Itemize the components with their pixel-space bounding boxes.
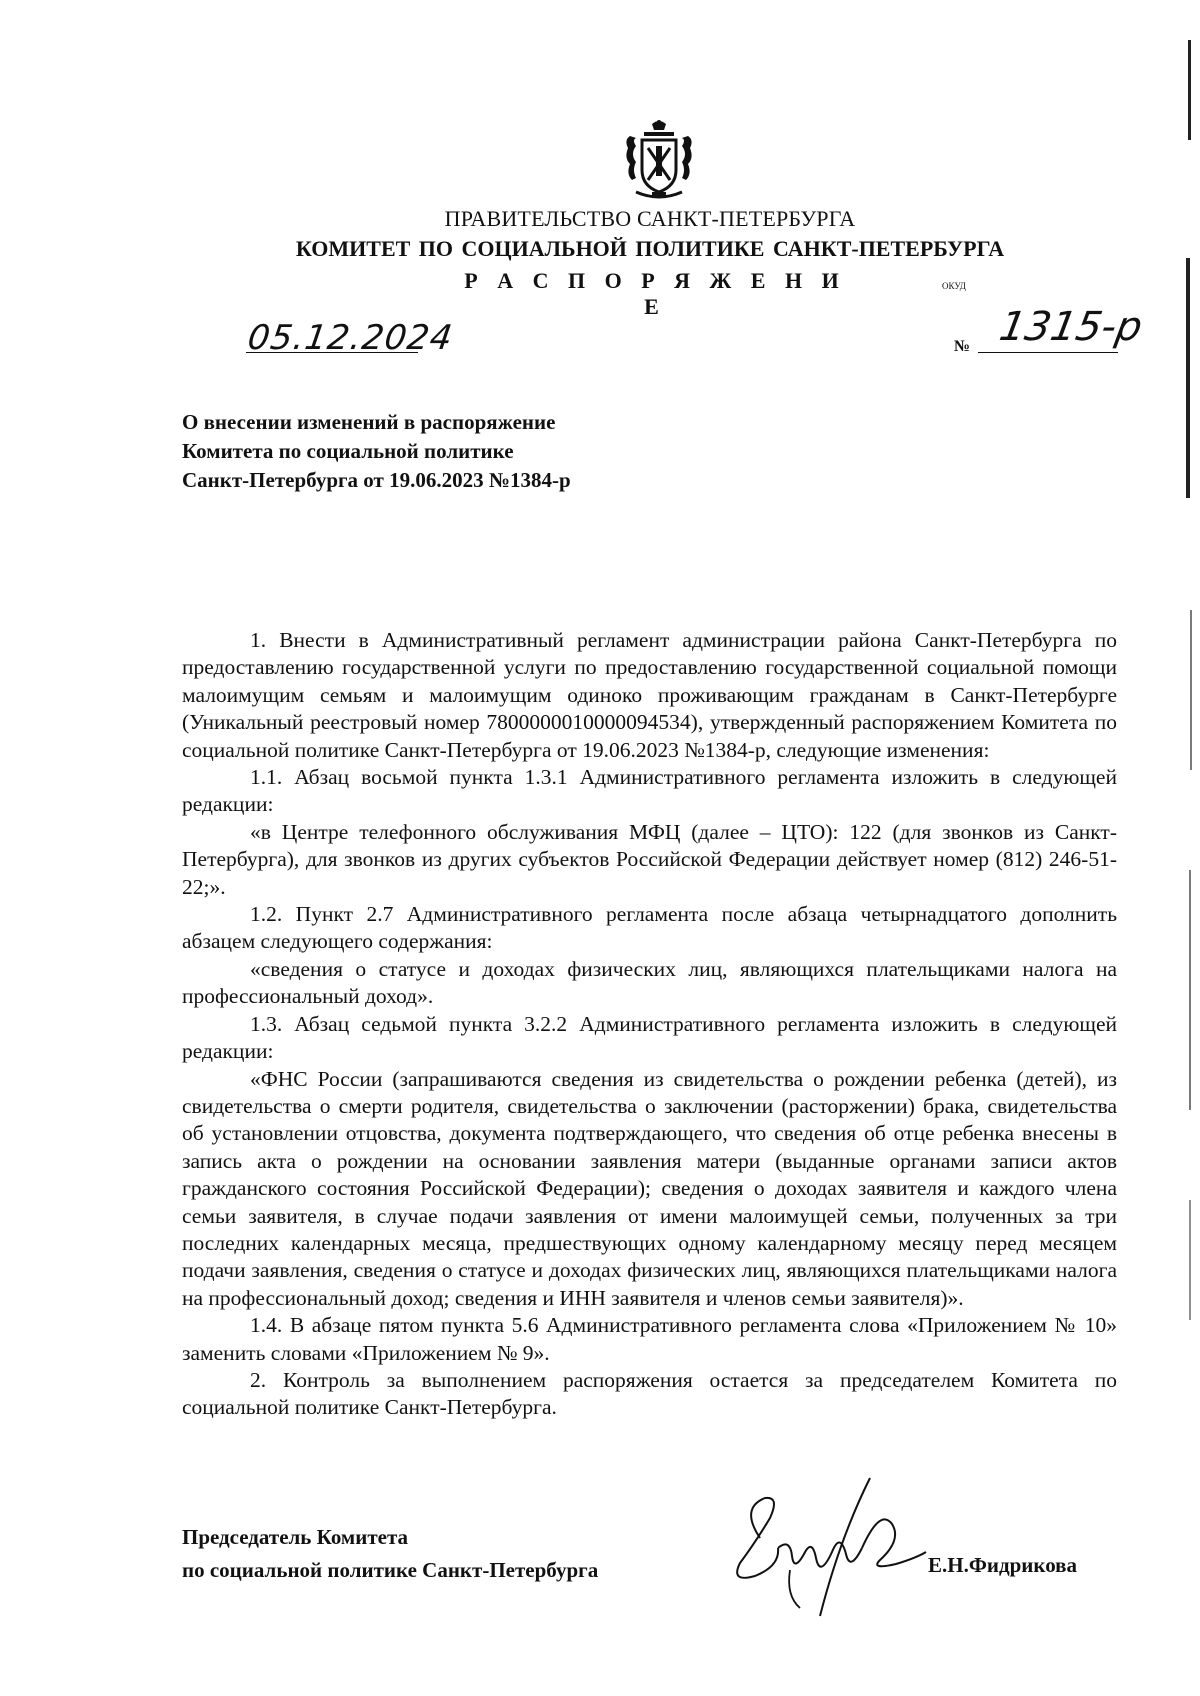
paragraph: 1.2. Пункт 2.7 Административного регламента после абзаца четырнадцатого дополнить абзацем следующего содержания: bbox=[182, 902, 1117, 954]
handwritten-signature bbox=[720, 1468, 950, 1618]
okud-label: ОКУД bbox=[942, 281, 966, 291]
paragraph: 1.1. Абзац восьмой пункта 1.3.1 Административного регламента изложить в следующей редакции: bbox=[182, 765, 1117, 817]
scan-edge-mark bbox=[1190, 610, 1192, 770]
scan-edge-mark bbox=[1189, 1200, 1191, 1320]
paragraph: 1.4. В абзаце пятом пункта 5.6 Административного регламента слова «Приложением № 10» заменить словами «Приложением № 9». bbox=[182, 1313, 1117, 1365]
government-name: ПРАВИТЕЛЬСТВО САНКТ-ПЕТЕРБУРГА bbox=[444, 206, 856, 231]
signer-title bbox=[182, 1521, 598, 1587]
document-body bbox=[182, 627, 1117, 1422]
paragraph: «ФНС России (запрашиваются сведения из свидетельства о рождении ребенка (детей), из свидетельства о смерти родителя, свидетельства о заключении (расторжении) брака, свидетельства об установлении отцовства, документа подтверждающего, что сведения об отце ребенка внесены в запись акта о рождении на основании заявления матери (выданные органами записи актов гражданского состояния Российской Федерации); сведения о доходах заявителя и каждого члена семьи заявителя, в случае подачи заявления от имени малоимущей семьи, полученных за три последних календарных месяца, предшествующих одному календарному месяцу перед месяцем подачи заявления, сведения о статусе и доходах физических лиц, являющихся плательщиками налога на профессиональный доход; сведения и ИНН заявителя и членов семьи заявителя)». bbox=[182, 1066, 1117, 1310]
document-type: Р А С П О Р Я Ж Е Н И Е bbox=[464, 268, 846, 319]
paragraph: 1. Внести в Административный регламент администрации района Санкт-Петербурга по предоставлению государственной услуги по предоставлению государственной социальной помощи малоимущим семьям и малоимущим одиноко проживающим гражданам в Санкт-Петербурге (Уникальный реестровый номер 7800000010000094534), утвержденный распоряжением Комитета по социальной политике Санкт-Петербурга от 19.06.2023 №1384-р, следующие изменения: bbox=[182, 628, 1117, 762]
signer-name: Е.Н.Фидрикова bbox=[928, 1553, 1078, 1577]
document-subject bbox=[182, 408, 742, 495]
signer-title-line: по социальной политике Санкт-Петербурга bbox=[182, 1558, 599, 1582]
paragraph: 2. Контроль за выполнением распоряжения остается за председателем Комитета по социальной политике Санкт-Петербурга. bbox=[182, 1367, 1117, 1420]
number-underline bbox=[978, 352, 1118, 353]
scan-edge-mark bbox=[1188, 40, 1191, 140]
document-number: 1315-р bbox=[995, 304, 1146, 350]
scan-edge-mark bbox=[1189, 870, 1191, 1110]
subject-line: Комитета по социальной политике bbox=[182, 439, 514, 463]
signer-title-line: Председатель Комитета bbox=[182, 1525, 409, 1549]
subject-line: Санкт-Петербурга от 19.06.2023 №1384-р bbox=[182, 468, 571, 492]
date-underline bbox=[246, 352, 418, 353]
paragraph: «в Центре телефонного обслуживания МФЦ (далее – ЦТО): 122 (для звонков из Санкт-Петербурга), для звонков из других субъектов Российской Федерации действует номер (812) 246-51-22;». bbox=[182, 819, 1117, 899]
number-label: № bbox=[954, 338, 971, 355]
coat-of-arms-icon bbox=[622, 118, 696, 202]
document-date: 05.12.2024 bbox=[245, 318, 456, 358]
paragraph: 1.3. Абзац седьмой пункта 3.2.2 Административного регламента изложить в следующей редакции: bbox=[182, 1011, 1117, 1064]
subject-line: О внесении изменений в распоряжение bbox=[182, 410, 556, 434]
committee-name: КОМИТЕТ ПО СОЦИАЛЬНОЙ ПОЛИТИКЕ САНКТ-ПЕТЕРБУРГА bbox=[295, 236, 1005, 261]
scan-edge-mark bbox=[1186, 258, 1190, 498]
paragraph: «сведения о статусе и доходах физических лиц, являющихся плательщиками налога на профессиональный доход». bbox=[182, 956, 1117, 1009]
